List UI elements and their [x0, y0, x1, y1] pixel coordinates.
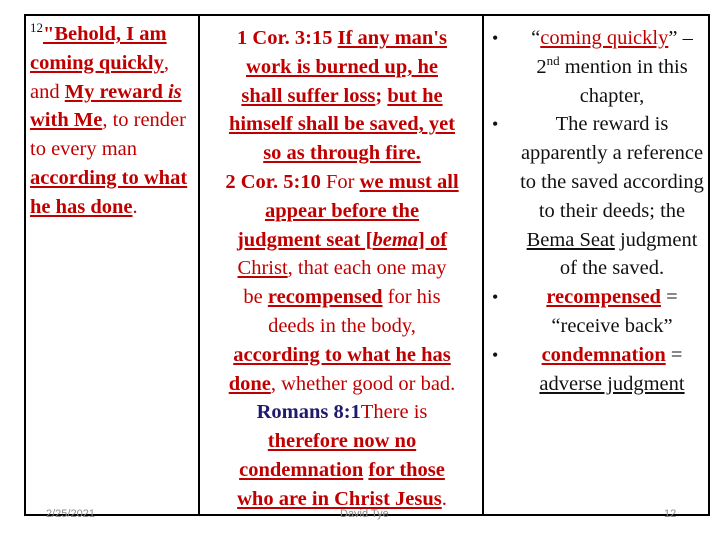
ref-line: according to what he has — [233, 343, 451, 366]
ref-line: Christ, that each one may — [237, 257, 447, 280]
ref-line: 2 Cor. 5:10 For we must all — [225, 170, 459, 193]
content-table — [24, 14, 710, 516]
quote-render: , to render to every man — [30, 109, 186, 161]
verse-number: 12 — [30, 20, 43, 36]
verse-column — [25, 15, 199, 515]
quote-period: . — [132, 195, 138, 218]
ref-line: 1 Cor. 3:15 If any man's — [237, 27, 447, 49]
footer-page-number: 12 — [664, 508, 677, 520]
ref-line: therefore now no — [267, 430, 417, 453]
quote-my-reward: My reward — [64, 80, 168, 103]
ref-line: so as through fire. — [263, 142, 421, 165]
quote-with-me: with Me — [30, 109, 103, 132]
ref-line: shall suffer loss; but he — [241, 84, 443, 107]
note-item: • condemnation = adverse judgment — [488, 341, 706, 399]
notes-column — [483, 15, 709, 515]
footer-date: 2/25/2021 — [46, 508, 95, 520]
ref-line: deeds in the body, — [268, 314, 416, 337]
ref-line: work is burned up, he — [246, 55, 438, 78]
cross-references-column — [199, 15, 483, 515]
quote-according: according to what he has done — [30, 166, 188, 218]
quote-comma-and: , and — [30, 51, 169, 103]
ref-line: Romans 8:1There is — [256, 401, 428, 424]
ref-line: condemnation for those — [239, 458, 445, 481]
ref-line: himself shall be saved, yet — [228, 113, 456, 136]
quote-behold: "Behold, I am coming quickly — [30, 23, 167, 74]
footer-author: David Tye — [340, 508, 389, 520]
ref-line: be recompensed for his — [243, 286, 441, 309]
ref-line: appear before the — [264, 199, 420, 222]
note-item: • recompensed = “receive back” — [488, 283, 706, 341]
ref-line: who are in Christ Jesus. — [237, 487, 447, 510]
ref-line: done, whether good or bad. — [228, 372, 456, 395]
quote-is: is — [167, 80, 182, 103]
notes-list — [488, 24, 706, 398]
ref-line: judgment seat [bema] of — [236, 228, 448, 251]
note-item: • The reward is apparently a reference to the saved according to their deeds; the Bema Seat judgment of the saved. — [488, 110, 706, 283]
note-item: • “coming quickly” – 2nd mention in this chapter, — [488, 24, 706, 110]
